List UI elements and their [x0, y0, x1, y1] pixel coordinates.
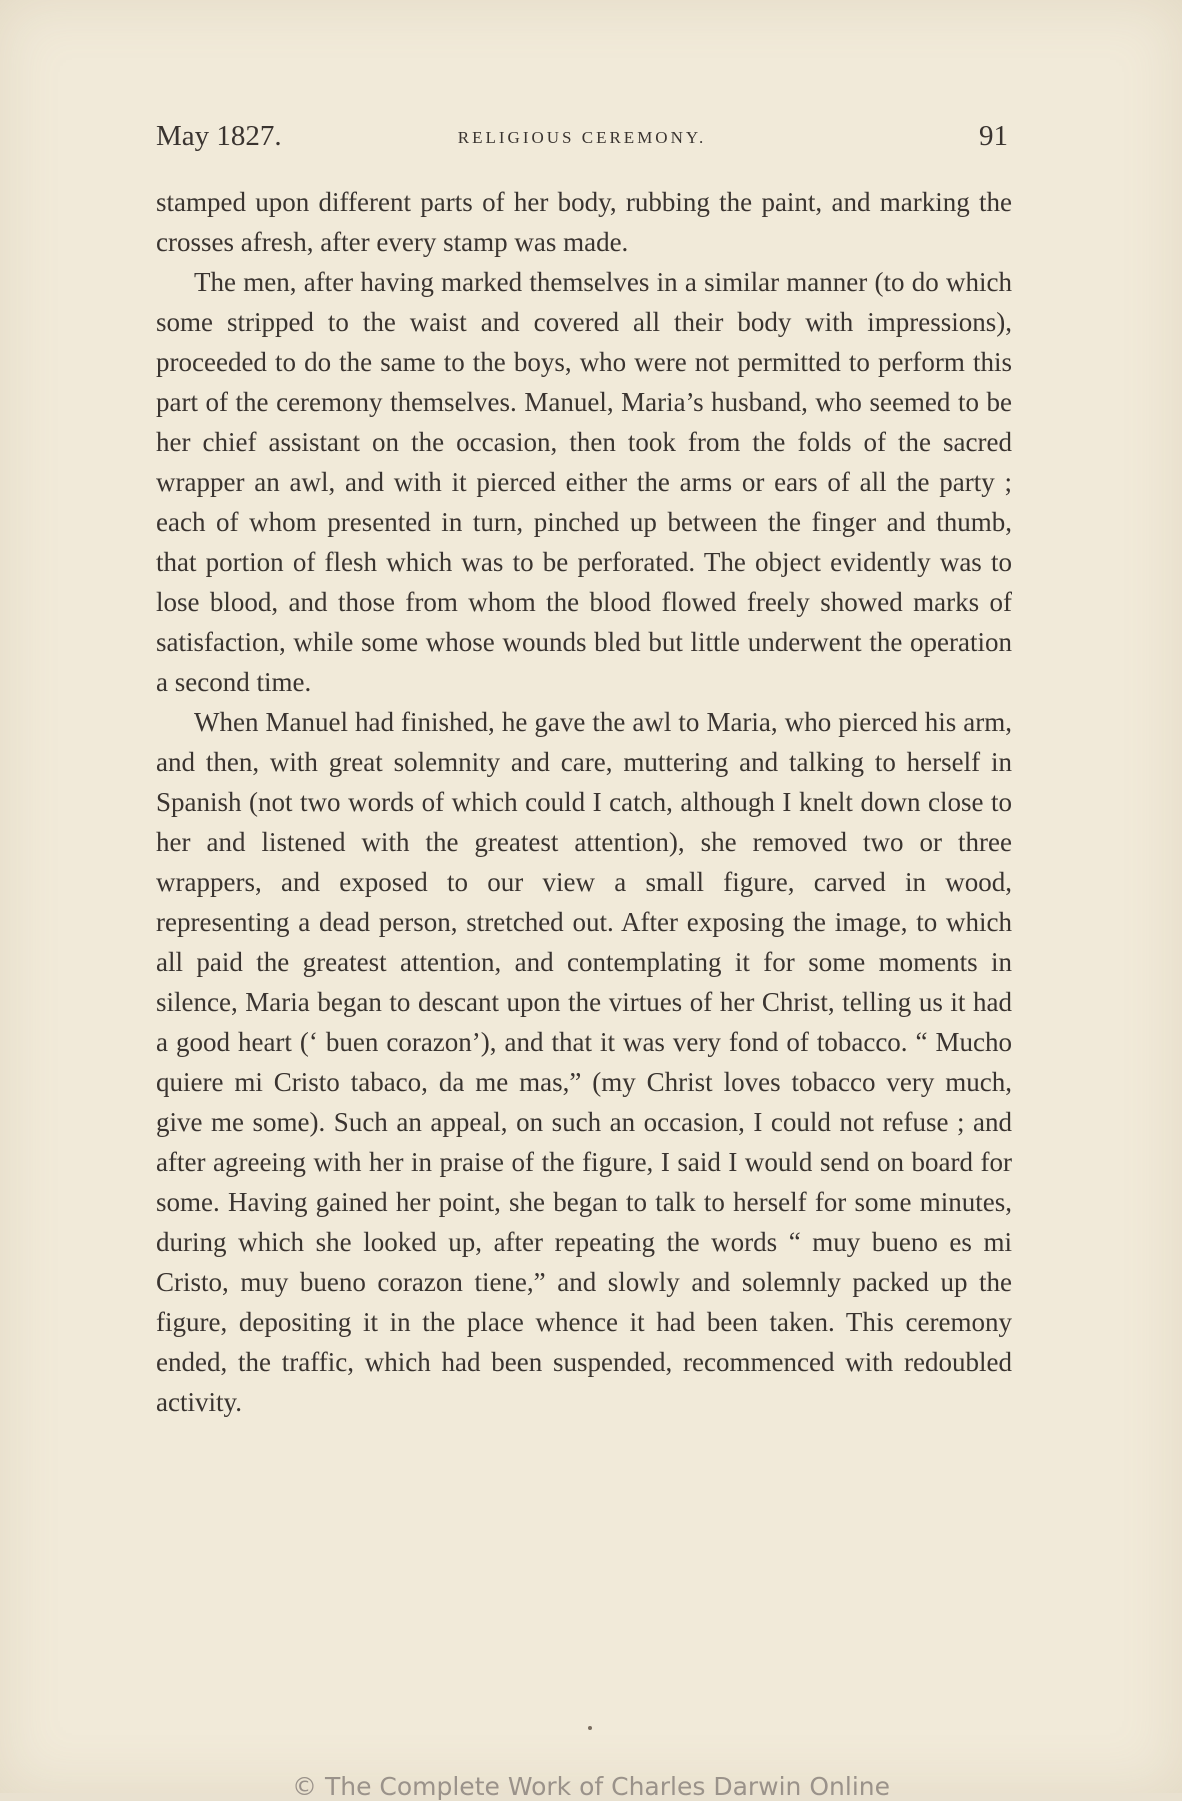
header-title: RELIGIOUS CEREMONY.	[457, 128, 707, 147]
header-date: May 1827.	[156, 120, 282, 152]
page-number: 91	[979, 120, 1008, 152]
copyright-footer: © The Complete Work of Charles Darwin Online	[292, 1772, 890, 1801]
page-body	[156, 182, 1012, 1422]
paragraph-continued: stamped upon different parts of her body, rubbing the paint, and marking the crosses afresh, after every stamp was made.	[156, 187, 1012, 257]
paragraph: The men, after having marked themselves in a similar manner (to do which some stripped to the waist and covered all their body with impressions), proceeded to do the same to the boys, who were not permitted to perform this part of the ceremony themselves. Manuel, Maria’s husband, who seemed to be her chief assistant on the occasion, then took from the folds of the sacred wrapper an awl, and with it pierced either the arms or ears of all the party ; each of whom presented in turn, pinched up between the finger and thumb, that portion of flesh which was to be perforated. The object evidently was to lose blood, and those from whom the blood flowed freely showed marks of satisfaction, while some whose wounds bled but little underwent the operation a second time.	[156, 267, 1012, 697]
running-header	[156, 120, 1008, 160]
paragraph: When Manuel had finished, he gave the awl to Maria, who pierced his arm, and then, with great solemnity and care, muttering and talking to herself in Spanish (not two words of which could I catch, although I knelt down close to her and listened with the greatest attention), she removed two or three wrappers, and exposed to our view a small figure, carved in wood, representing a dead person, stretched out. After exposing the image, to which all paid the greatest attention, and contemplating it for some moments in silence, Maria began to descant upon the virtues of her Christ, telling us it had a good heart (‘ buen corazon’), and that it was very fond of tobacco. “ Mucho quiere mi Cristo tabaco, da me mas,” (my Christ loves tobacco very much, give me some). Such an appeal, on such an occasion, I could not refuse ; and after agreeing with her in praise of the figure, I said I would send on board for some. Having gained her point, she began to talk to herself for some minutes, during which she looked up, after repeating the words “ muy bueno es mi Cristo, muy bueno corazon tiene,” and slowly and solemnly packed up the figure, depositing it in the place whence it had been taken. This ceremony ended, the traffic, which had been suspended, recommenced with redoubled activity.	[156, 707, 1012, 1417]
ink-speck	[588, 1726, 592, 1730]
